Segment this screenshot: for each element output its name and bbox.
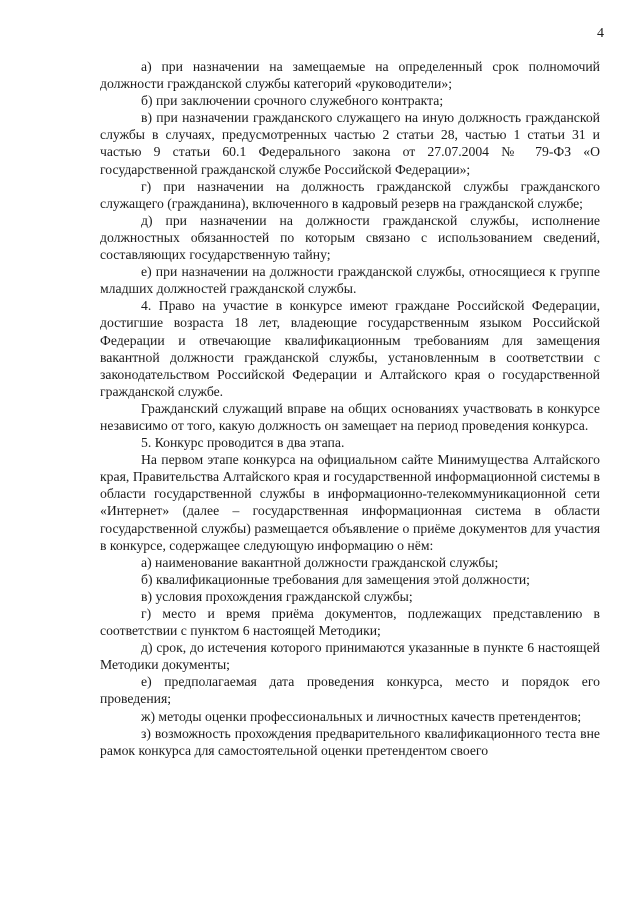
paragraph: в) при назначении гражданского служащего на иную должность гражданской службы в случаях, предусмотренных частью 2 статьи 28, частью 1 статьи 31 и частью 9 статьи 60.1 Федерального закона от 27.07.2004 № 79-ФЗ «О государственной гражданской службе Российской Федерации»; (100, 110, 600, 177)
paragraph: а) наименование вакантной должности гражданской службы; (141, 554, 499, 570)
paragraph: а) при назначении на замещаемые на определенный срок полномочий должности гражданской службы категорий «руководители»; (100, 59, 600, 92)
paragraph: б) квалификационные требования для замещения этой должности; (141, 571, 530, 587)
paragraph: з) возможность прохождения предварительного квалификационного теста вне рамок конкурса для самостоятельной оценки претендентом своего (100, 725, 600, 758)
paragraph: г) место и время приёма документов, подлежащих представлению в соответствии с пунктом 6 настоящей Методики; (100, 606, 600, 639)
document-body (100, 58, 600, 759)
paragraph: е) предполагаемая дата проведения конкурса, место и порядок его проведения; (100, 674, 600, 707)
paragraph: На первом этапе конкурса на официальном сайте Минимущества Алтайского края, Правительства Алтайского края и государственной информационной системы в области государственной службы в информационно-телекоммуникационной сети «Интернет» (далее – государственная информационная система в области государственной службы) размещается объявление о приёме документов для участия в конкурсе, содержащее следующую информацию о нём: (100, 452, 600, 553)
paragraph: ж) методы оценки профессиональных и личностных качеств претендентов; (141, 708, 582, 724)
paragraph: в) условия прохождения гражданской службы; (141, 588, 413, 604)
paragraph: д) срок, до истечения которого принимаются указанные в пункте 6 настоящей Методики документы; (100, 640, 600, 673)
page-number: 4 (597, 26, 604, 41)
paragraph: 5. Конкурс проводится в два этапа. (141, 435, 345, 451)
paragraph: г) при назначении на должность гражданской службы гражданского служащего (гражданина), включенного в кадровый резерв на гражданской службе; (100, 178, 600, 211)
paragraph: 4. Право на участие в конкурсе имеют граждане Российской Федерации, достигшие возраста 18 лет, владеющие государственным языком Российской Федерации и отвечающие квалификационным требованиям для замещения вакантной должности гражданской службы, установленным в соответствии с законодательством Российской Федерации и Алтайского края о государственной гражданской службе. (100, 298, 600, 399)
paragraph: б) при заключении срочного служебного контракта; (141, 93, 444, 109)
paragraph: Гражданский служащий вправе на общих основаниях участвовать в конкурсе независимо от того, какую должность он замещает на период проведения конкурса. (100, 400, 600, 433)
paragraph: е) при назначении на должности гражданской службы, относящиеся к группе младших должностей гражданской службы. (100, 264, 600, 297)
paragraph: д) при назначении на должности гражданской службы, исполнение должностных обязанностей по которым связано с использованием сведений, составляющих государственную тайну; (100, 212, 600, 263)
